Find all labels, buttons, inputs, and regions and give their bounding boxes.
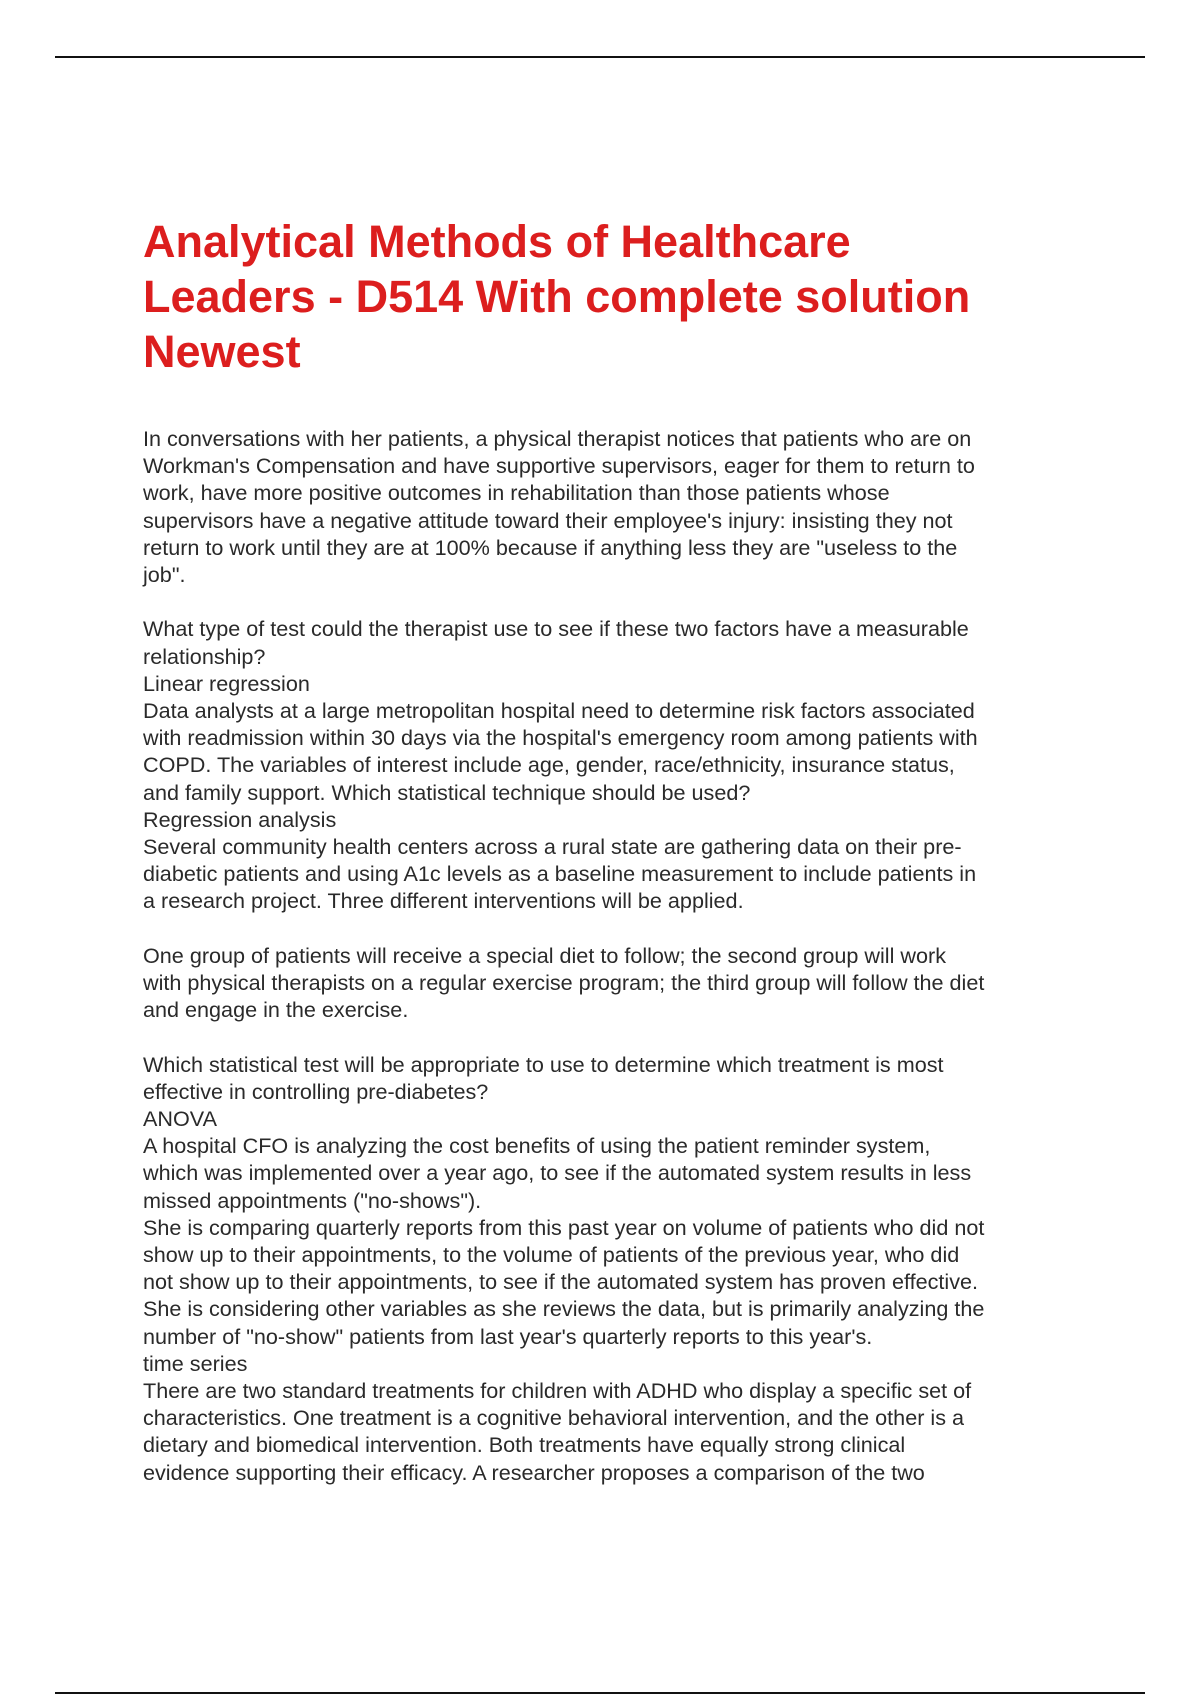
body-line: show up to their appointments, to the volume of patients of the previous year, who did bbox=[143, 1242, 960, 1268]
body-line: work, have more positive outcomes in rehabilitation than those patients whose bbox=[143, 480, 890, 506]
body-line: In conversations with her patients, a physical therapist notices that patients who are on bbox=[143, 426, 972, 451]
body-line: time series bbox=[143, 1350, 248, 1376]
body-line: with readmission within 30 days via the hospital's emergency room among patients with bbox=[143, 725, 978, 751]
body-line: Data analysts at a large metropolitan hospital need to determine risk factors associated bbox=[143, 698, 975, 724]
body-line: Linear regression bbox=[143, 670, 310, 696]
body-line: and engage in the exercise. bbox=[143, 997, 409, 1023]
body-line: Which statistical test will be appropriate to use to determine which treatment is most bbox=[143, 1051, 944, 1077]
paragraph-gap bbox=[143, 588, 1063, 615]
paragraph-gap bbox=[143, 915, 1063, 942]
body-line: COPD. The variables of interest include age, gender, race/ethnicity, insurance status, bbox=[143, 752, 955, 778]
body-line: Several community health centers across a rural state are gathering data on their pre- bbox=[143, 834, 962, 860]
body-line: which was implemented over a year ago, to see if the automated system results in less bbox=[143, 1160, 972, 1186]
body-line: return to work until they are at 100% because if anything less they are "useless to the bbox=[143, 534, 958, 560]
body-line: A hospital CFO is analyzing the cost benefits of using the patient reminder system, bbox=[143, 1133, 931, 1159]
document-page bbox=[143, 214, 1063, 1486]
document-title bbox=[143, 214, 1063, 379]
title-line: Leaders - D514 With complete solution bbox=[143, 271, 971, 322]
title-line: Analytical Methods of Healthcare bbox=[143, 216, 851, 267]
body-line: not show up to their appointments, to see if the automated system has proven effective. bbox=[143, 1269, 979, 1295]
body-line: There are two standard treatments for children with ADHD who display a specific set of bbox=[143, 1378, 972, 1404]
body-line: One group of patients will receive a special diet to follow; the second group will work bbox=[143, 942, 946, 968]
body-line: effective in controlling pre-diabetes? bbox=[143, 1078, 489, 1104]
body-line: job". bbox=[143, 562, 186, 588]
body-line: She is comparing quarterly reports from this past year on volume of patients who did not bbox=[143, 1214, 985, 1240]
body-line: number of "no-show" patients from last year's quarterly reports to this year's. bbox=[143, 1323, 873, 1349]
body-line: evidence supporting their efficacy. A researcher proposes a comparison of the two bbox=[143, 1459, 925, 1485]
title-line: Newest bbox=[143, 326, 301, 377]
document-body bbox=[143, 425, 1063, 1486]
body-line: supervisors have a negative attitude toward their employee's injury: insisting they not bbox=[143, 507, 953, 533]
paragraph-gap bbox=[143, 1023, 1063, 1050]
bottom-rule bbox=[55, 1692, 1145, 1694]
body-line: relationship? bbox=[143, 643, 266, 669]
body-line: with physical therapists on a regular exercise program; the third group will follow the diet bbox=[143, 970, 985, 996]
body-line: a research project. Three different interventions will be applied. bbox=[143, 888, 744, 914]
body-line: diabetic patients and using A1c levels as a baseline measurement to include patients in bbox=[143, 861, 977, 887]
body-line: ANOVA bbox=[143, 1106, 217, 1132]
top-rule bbox=[55, 56, 1145, 58]
body-line: She is considering other variables as she reviews the data, but is primarily analyzing the bbox=[143, 1296, 985, 1322]
body-line: Regression analysis bbox=[143, 806, 337, 832]
body-line: and family support. Which statistical technique should be used? bbox=[143, 779, 751, 805]
body-line: characteristics. One treatment is a cognitive behavioral intervention, and the other is a bbox=[143, 1405, 964, 1431]
body-line: missed appointments ("no-shows"). bbox=[143, 1187, 482, 1213]
body-line: What type of test could the therapist use to see if these two factors have a measurable bbox=[143, 616, 969, 642]
body-line: Workman's Compensation and have supportive supervisors, eager for them to return to bbox=[143, 453, 975, 479]
body-line: dietary and biomedical intervention. Both treatments have equally strong clinical bbox=[143, 1432, 906, 1458]
